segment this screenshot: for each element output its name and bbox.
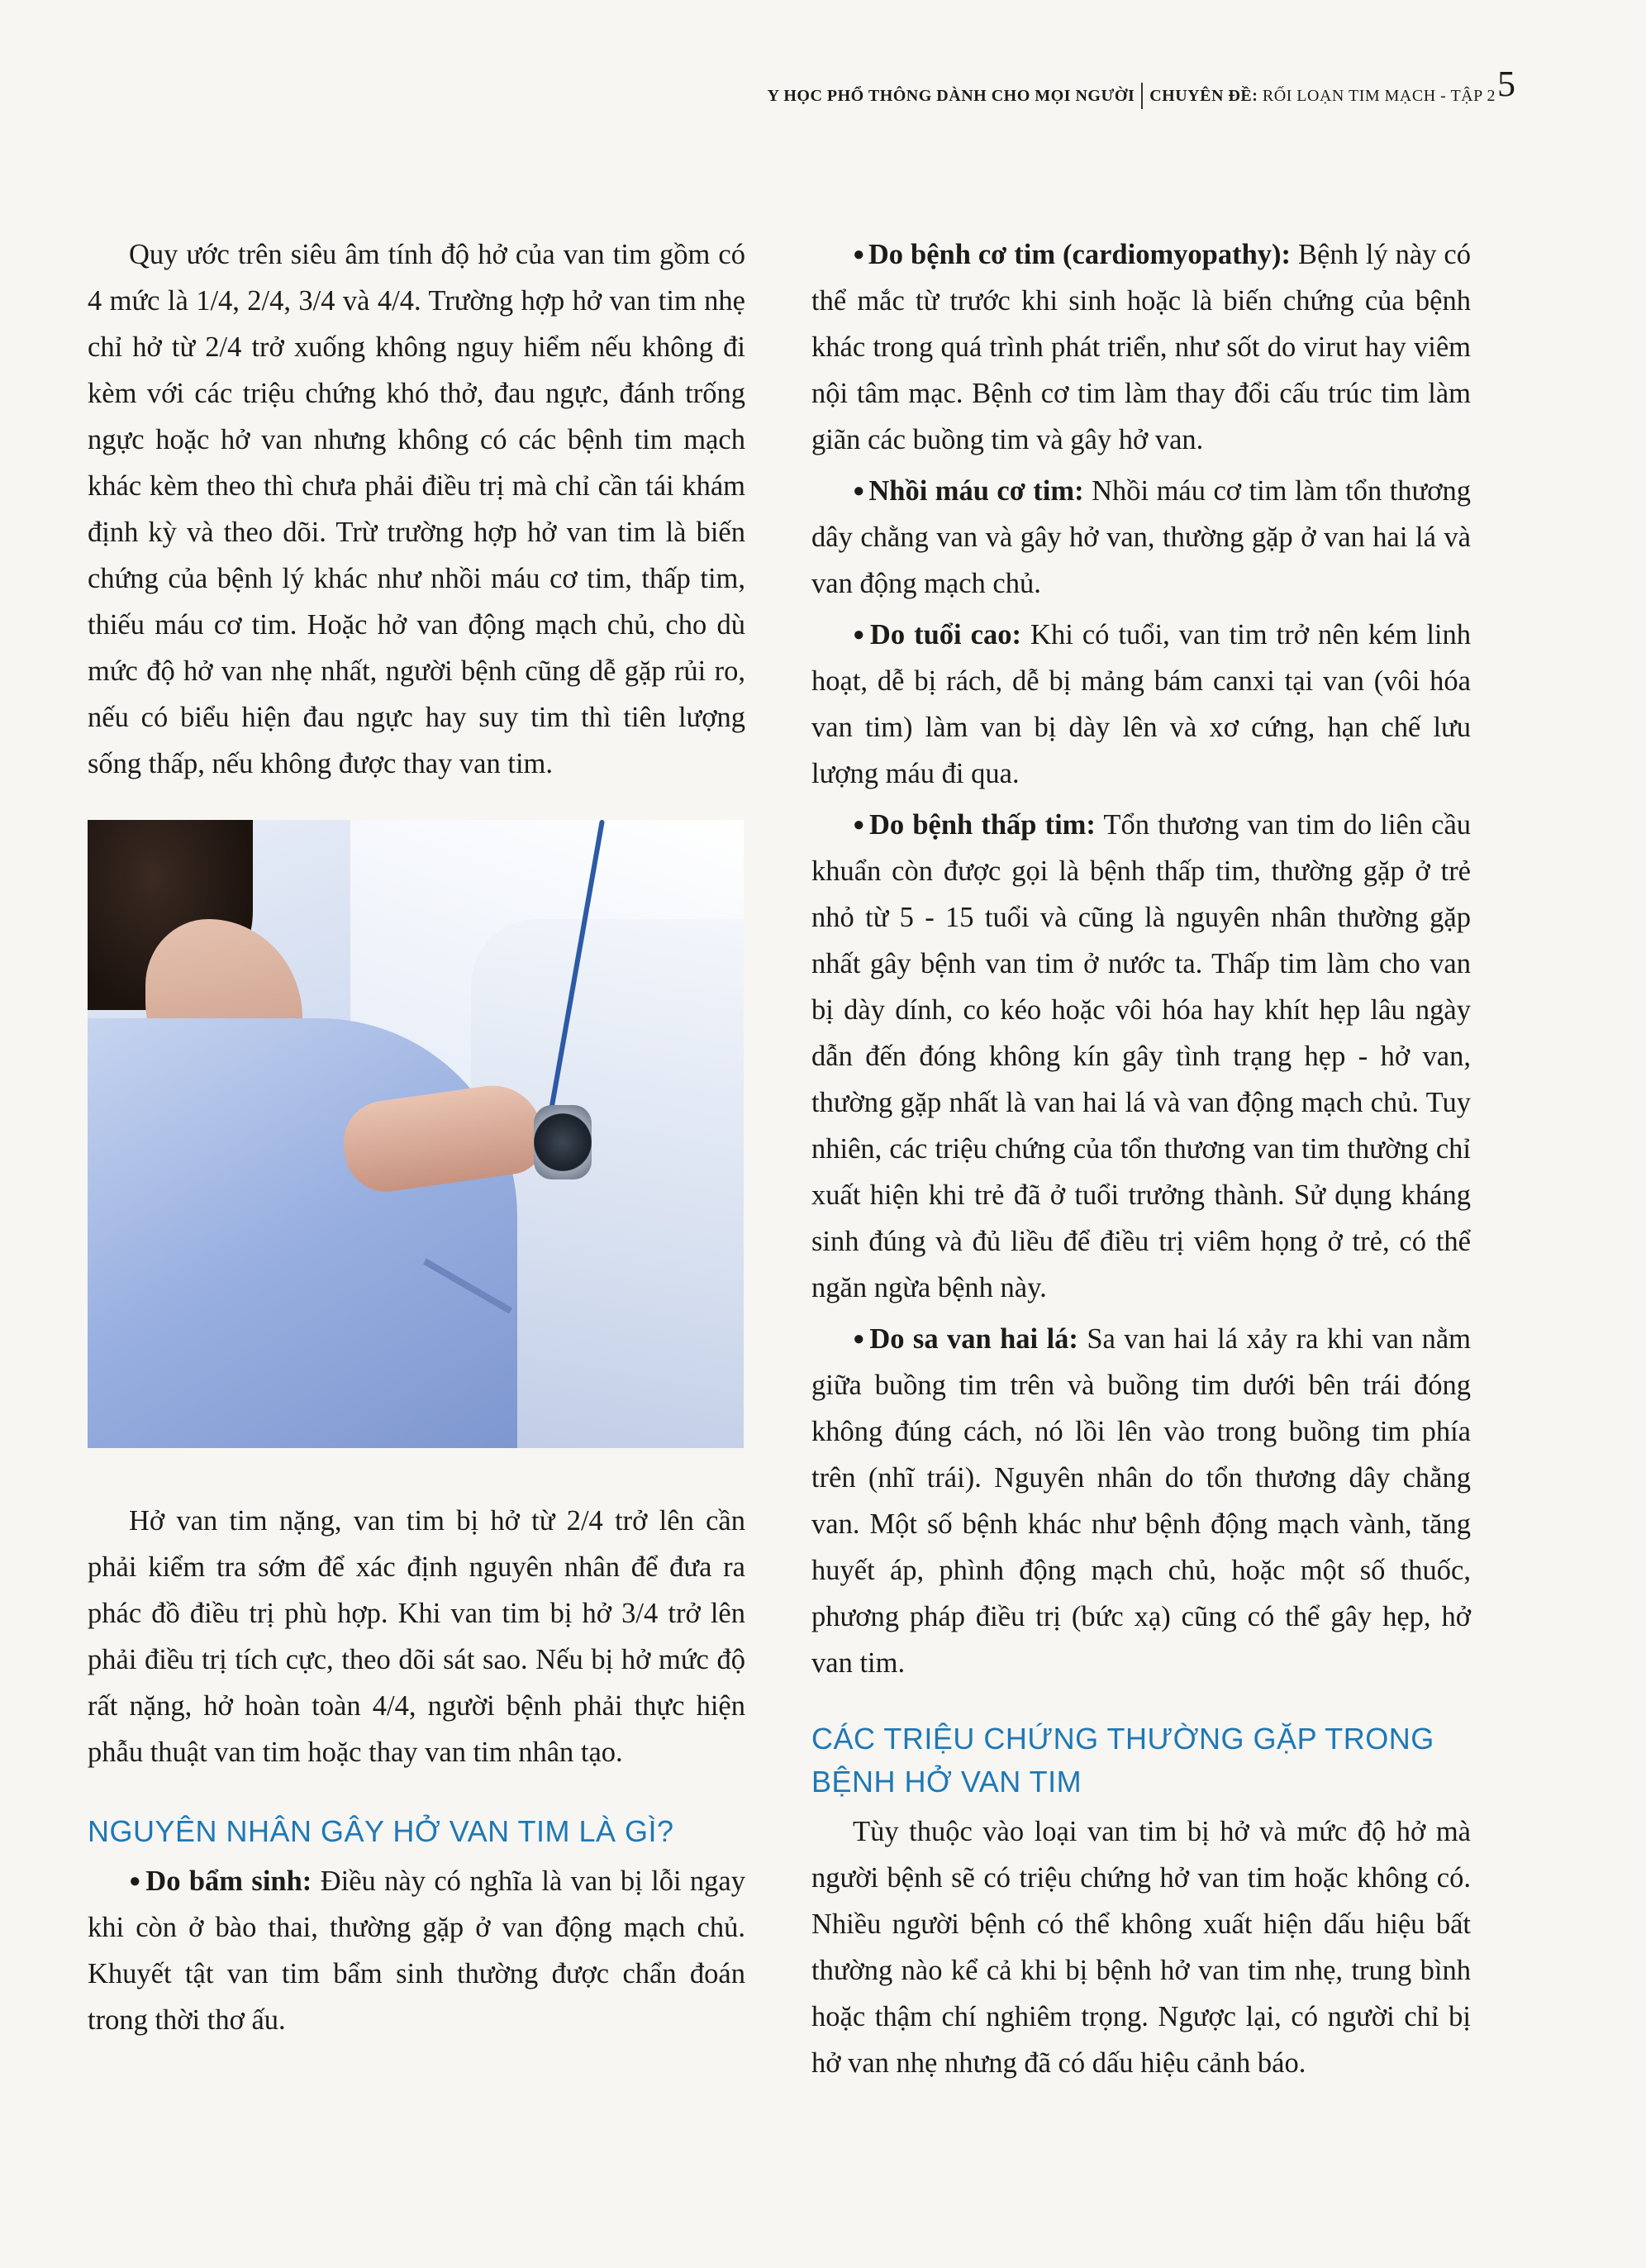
bullet-icon: ● bbox=[853, 480, 866, 502]
paragraph-severe-leak: Hở van tim nặng, van tim bị hở từ 2/4 trở lên cần phải kiểm tra sớm để xác định nguyên nhân để đưa ra phác đồ điều trị phù hợp. Khi van tim bị hở 3/4 trở lên phải điều trị tích cực, theo dõi sát sao. Nếu bị hở mức độ rất nặng, hở hoàn toàn 4/4, người bệnh phải thực hiện phẫu thuật van tim hoặc thay van tim nhân tạo. bbox=[88, 1505, 745, 1768]
cause-rheumatic-title: Do bệnh thấp tim: bbox=[869, 809, 1096, 841]
cause-congenital-title: Do bẩm sinh: bbox=[145, 1865, 312, 1897]
topic-title: RỐI LOẠN TIM MẠCH - TẬP 2 bbox=[1262, 86, 1496, 105]
cause-aging bbox=[811, 612, 1471, 797]
cause-cardiomyopathy-text: Bệnh lý này có thể mắc từ trước khi sinh hoặc là biến chứng của bệnh khác trong quá trình phát triển, như sốt do virut hay viêm nội tâm mạc. Bệnh cơ tim làm thay đổi cấu trúc tim làm giãn các buồng tim và gây hở van. bbox=[811, 239, 1471, 455]
cause-aging-title: Do tuổi cao: bbox=[869, 619, 1021, 650]
page-number: 5 bbox=[1497, 64, 1515, 104]
cause-infarction bbox=[811, 468, 1471, 607]
cause-infarction-text: Nhồi máu cơ tim làm tổn thương dây chằng van và gây hở van, thường gặp ở van hai lá và van động mạch chủ. bbox=[811, 475, 1472, 599]
cause-aging-text: Khi có tuổi, van tim trở nên kém linh hoạt, dễ bị rách, dễ bị mảng bám canxi tại van (vôi hóa van tim) làm van bị dày lên và xơ cứng, hạn chế lưu lượng máu đi qua. bbox=[811, 619, 1471, 789]
paragraph-symptoms: Tùy thuộc vào loại van tim bị hở và mức độ hở mà người bệnh sẽ có triệu chứng hở van tim hoặc không có. Nhiều người bệnh có thể không xuất hiện dấu hiệu bất thường nào kể cả khi bị bệnh hở van tim nhẹ, trung bình hoặc thậm chí nghiêm trọng. Ngược lại, có người chỉ bị hở van nhẹ nhưng đã có dấu hiệu cảnh báo. bbox=[811, 1816, 1471, 2079]
series-title: Y HỌC PHỔ THÔNG DÀNH CHO MỌI NGƯỜI bbox=[767, 86, 1135, 105]
paragraph-severity-scale: Quy ước trên siêu âm tính độ hở của van tim gồm có 4 mức là 1/4, 2/4, 3/4 và 4/4. Trường hợp hở van tim nhẹ chỉ hở từ 2/4 trở xuống không nguy hiểm nếu không đi kèm với các triệu chứng khó thở, đau ngực, đánh trống ngực hoặc hở van nhưng không có các bệnh tim mạch khác kèm theo thì chưa phải điều trị mà chỉ cần tái khám định kỳ và theo dõi. Trừ trường hợp hở van tim là biến chứng của bệnh lý khác như nhồi máu cơ tim, thấp tim, thiếu máu cơ tim. Hoặc hở van động mạch chủ, cho dù mức độ hở van nhẹ nhất, người bệnh cũng dễ gặp rủi ro, nếu có biểu hiện đau ngực hay suy tim thì tiên lượng sống thấp, nếu không được thay van tim. bbox=[88, 239, 745, 779]
doctor-patient-photo bbox=[88, 820, 744, 1448]
cause-rheumatic-text: Tổn thương van tim do liên cầu khuẩn còn được gọi là bệnh thấp tim, thường gặp ở trẻ nhỏ từ 5 - 15 tuổi và cũng là nguyên nhân thường gặp nhất gây bệnh van tim ở nước ta. Thấp tim làm cho van bị dày dính, co kéo hoặc vôi hóa hay khít hẹp lâu ngày dẫn đến đóng không kín gây tình trạng hẹp - hở van, thường gặp nhất là van hai lá và van động mạch chủ. Tuy nhiên, các triệu chứng của tổn thương van tim thường chỉ xuất hiện khi trẻ đã ở tuổi trưởng thành. Sử dụng kháng sinh đúng và đủ liều để điều trị viêm họng ở trẻ, có thể ngăn ngừa bệnh này. bbox=[811, 809, 1472, 1303]
bullet-icon: ● bbox=[129, 1870, 143, 1892]
topic-label: CHUYÊN ĐỀ: bbox=[1149, 86, 1258, 105]
header-divider bbox=[1141, 83, 1143, 109]
cause-congenital-text: Điều này có nghĩa là van bị lỗi ngay khi còn ở bào thai, thường gặp ở van động mạch chủ. Khuyết tật van tim bẩm sinh thường được chẩn đoán trong thời thơ ấu. bbox=[88, 1865, 745, 2036]
bullet-icon: ● bbox=[853, 1328, 867, 1350]
cause-rheumatic bbox=[811, 802, 1471, 1311]
wristwatch-icon bbox=[534, 1105, 592, 1179]
bullet-icon: ● bbox=[853, 814, 867, 836]
left-column bbox=[88, 231, 745, 2048]
bullet-icon: ● bbox=[853, 244, 865, 265]
section-title-causes: NGUYÊN NHÂN GÂY HỞ VAN TIM LÀ GÌ? bbox=[88, 1814, 674, 1848]
cause-mitral-prolapse-text: Sa van hai lá xảy ra khi van nằm giữa buồng tim trên và buồng tim dưới bên trái đóng không đúng cách, nó lồi lên vào trong buồng tim phía trên (nhĩ trái). Nguyên nhân do tổn thương dây chằng van. Một số bệnh khác như bệnh động mạch vành, tăng huyết áp, phình động mạch chủ, hoặc một số thuốc, phương pháp điều trị (bức xạ) cũng có thể gây hẹp, hở van tim. bbox=[811, 1323, 1472, 1679]
cause-mitral-prolapse-title: Do sa van hai lá: bbox=[869, 1323, 1078, 1355]
right-column bbox=[811, 231, 1471, 2091]
cause-mitral-prolapse bbox=[811, 1316, 1471, 1686]
running-header bbox=[719, 83, 1496, 109]
section-title-symptoms: CÁC TRIỆU CHỨNG THƯỜNG GẶP TRONG BỆNH HỞ VAN TIM bbox=[811, 1722, 1434, 1799]
cause-congenital bbox=[88, 1858, 745, 2043]
cause-cardiomyopathy bbox=[811, 231, 1471, 463]
cause-cardiomyopathy-title: Do bệnh cơ tim (cardiomyopathy): bbox=[868, 239, 1292, 270]
cause-infarction-title: Nhồi máu cơ tim: bbox=[868, 475, 1084, 507]
bullet-icon: ● bbox=[853, 624, 867, 646]
